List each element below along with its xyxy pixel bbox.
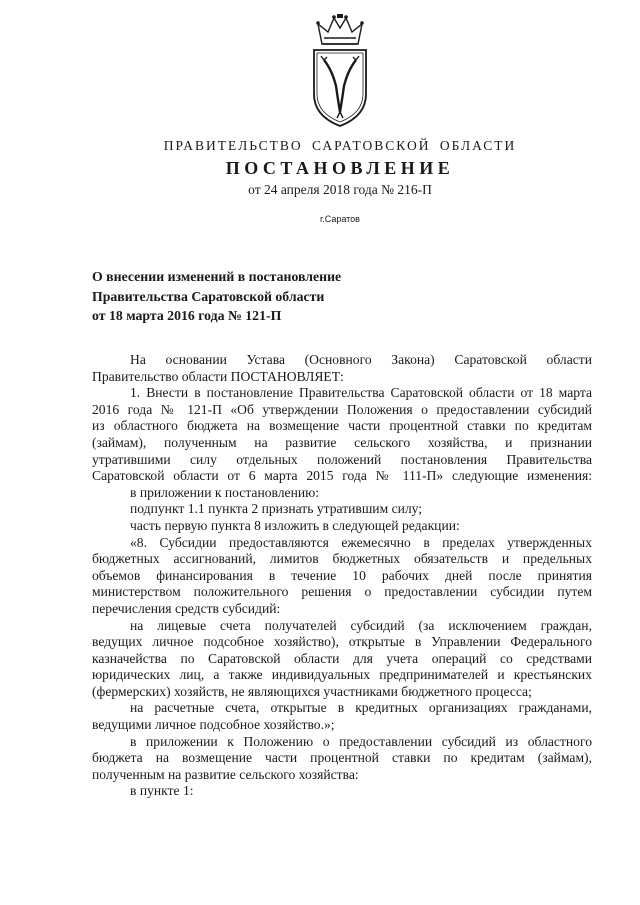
body-line: 2016 года № 121-П «Об утверждении Положения о предоставлении субсидий xyxy=(92,401,592,417)
body-line: перечисления средств субсидий: xyxy=(92,600,281,616)
body-line: (фермерских) хозяйств, не являющихся участниками бюджетного процесса; xyxy=(92,683,532,699)
document-body xyxy=(92,352,592,800)
city-name: г.Саратов xyxy=(320,214,360,224)
title-line: от 18 марта 2016 года № 121-П xyxy=(92,308,282,323)
body-line: на лицевые счета получателей субсидий (за исключением граждан, xyxy=(130,617,592,633)
body-line: ведущих личное подсобное хозяйство), открытые в Управлении Федерального xyxy=(92,634,592,650)
body-line: «8. Субсидии предоставляются ежемесячно в пределах утвержденных xyxy=(130,534,592,550)
government-name: ПРАВИТЕЛЬСТВО САРАТОВСКОЙ ОБЛАСТИ xyxy=(163,138,517,153)
document-title xyxy=(92,267,341,326)
body-line: в пункте 1: xyxy=(130,783,194,799)
title-line: О внесении изменений в постановление xyxy=(92,269,342,284)
body-line: Правительство области ПОСТАНОВЛЯЕТ: xyxy=(92,368,344,384)
body-line: ведущими личное подсобное хозяйство.»; xyxy=(92,717,335,733)
coat-of-arms-emblem xyxy=(300,12,380,130)
body-line: Саратовской области от 6 марта 2015 года № 111-П» следующие изменения: xyxy=(92,468,592,484)
body-line: полученным на развитие сельского хозяйства: xyxy=(92,766,359,782)
body-line: (займам), полученным на развитие сельского хозяйства, и признании xyxy=(92,434,592,450)
body-line: в приложении к Положению о предоставлении субсидий из областного xyxy=(130,733,592,749)
document-date-number: от 24 апреля 2018 года № 216-П xyxy=(248,182,432,197)
body-line: объемов финансирования в течение 10 рабочих дней после принятия xyxy=(92,567,592,583)
document-type: ПОСТАНОВЛЕНИЕ xyxy=(225,158,455,178)
body-line: часть первую пункта 8 изложить в следующей редакции: xyxy=(130,517,460,533)
title-line: Правительства Саратовской области xyxy=(92,288,325,304)
body-line: на расчетные счета, открытые в кредитных организациях гражданами, xyxy=(130,700,592,716)
body-line: казначейства по Саратовской области для учета операций со средствами xyxy=(92,650,592,666)
body-line: юридических лиц, а также индивидуальных предпринимателей и крестьянских xyxy=(92,667,592,683)
body-line: 1. Внести в постановление Правительства Саратовской области от 18 марта xyxy=(130,385,592,401)
body-line: бюджетных ассигнований, лимитов бюджетных обязательств и предельных xyxy=(92,551,592,567)
body-line: министерством положительного решения о предоставлении субсидии путем xyxy=(92,584,592,600)
body-line: в приложении к постановлению: xyxy=(130,484,320,500)
body-line: На основании Устава (Основного Закона) Саратовской области xyxy=(130,352,592,367)
body-line: подпункт 1.1 пункта 2 признать утратившим силу; xyxy=(130,501,423,517)
body-line: бюджета на возмещение части процентной ставки по кредитам (займам), xyxy=(92,750,592,766)
body-line: из областного бюджета на возмещение части процентной ставки по кредитам xyxy=(92,418,592,434)
body-line: утратившими силу отдельных положений постановления Правительства xyxy=(92,451,592,467)
